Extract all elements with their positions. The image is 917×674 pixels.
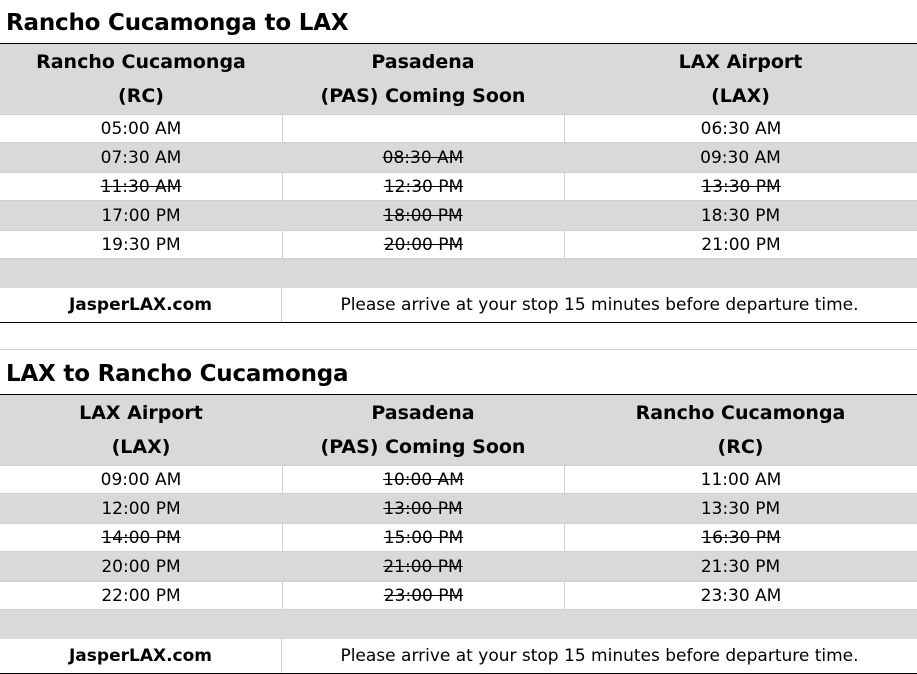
column-header-name: Pasadena <box>371 402 475 424</box>
time-cell-cancelled: 20:00 PM <box>282 231 564 258</box>
section-gap <box>0 322 917 350</box>
table-row <box>0 523 917 552</box>
column-header-name: Rancho Cucamonga <box>635 402 846 424</box>
spacer-row <box>0 610 917 639</box>
time-cell: 12:00 PM <box>101 498 181 519</box>
schedule-section-lax-to-rc <box>0 353 917 674</box>
time-cell-cancelled: 18:00 PM <box>383 205 463 226</box>
section-title: LAX to Rancho Cucamonga <box>0 353 917 395</box>
time-cell-cancelled: 11:30 AM <box>100 176 182 197</box>
time-cell-cancelled: 16:30 PM <box>564 524 917 551</box>
table-row <box>0 581 917 610</box>
section-title: Rancho Cucamonga to LAX <box>0 2 917 44</box>
time-cell-cancelled: 13:30 PM <box>564 173 917 200</box>
column-header <box>0 44 282 114</box>
table-row <box>0 494 917 523</box>
time-cell: 22:00 PM <box>101 585 181 606</box>
column-header-row <box>0 44 917 114</box>
time-cell: 07:30 AM <box>100 147 182 168</box>
column-header <box>564 395 917 465</box>
website-label: JasperLAX.com <box>0 288 282 322</box>
time-cell: 21:00 PM <box>564 231 917 258</box>
column-header-name: LAX Airport <box>678 51 803 73</box>
column-header-name: Rancho Cucamonga <box>36 51 246 73</box>
time-cell-cancelled: 10:00 AM <box>282 466 564 493</box>
column-header <box>0 395 282 465</box>
time-cell: 21:30 PM <box>700 556 781 577</box>
column-header-row <box>0 395 917 465</box>
column-header <box>564 44 917 114</box>
arrival-note: Please arrive at your stop 15 minutes before departure time. <box>340 646 859 666</box>
column-header-code: (PAS) Coming Soon <box>320 85 526 107</box>
column-header-code: (LAX) <box>111 436 171 458</box>
time-cell-cancelled: 08:30 AM <box>382 147 464 168</box>
footer-row <box>0 639 917 674</box>
column-header-code: (RC) <box>118 85 164 107</box>
website-label: JasperLAX.com <box>0 639 282 673</box>
time-cell: 18:30 PM <box>700 205 781 226</box>
table-row <box>0 552 917 581</box>
time-cell-cancelled: 14:00 PM <box>101 527 181 548</box>
time-cell: 19:30 PM <box>101 234 181 255</box>
time-cell-cancelled: 13:00 PM <box>383 498 463 519</box>
time-cell: 13:30 PM <box>700 498 781 519</box>
table-row <box>0 465 917 494</box>
table-row <box>0 114 917 143</box>
time-cell: 17:00 PM <box>101 205 181 226</box>
time-cell: 09:00 AM <box>100 469 182 490</box>
column-header-code: (LAX) <box>711 85 770 107</box>
column-header <box>282 44 564 114</box>
column-header <box>282 395 564 465</box>
footer-row <box>0 288 917 323</box>
time-cell: 20:00 PM <box>101 556 181 577</box>
time-cell: 11:00 AM <box>564 466 917 493</box>
time-cell-cancelled: 12:30 PM <box>282 173 564 200</box>
column-header-code: (PAS) Coming Soon <box>320 436 526 458</box>
time-cell-cancelled: 15:00 PM <box>282 524 564 551</box>
time-cell-cancelled: 21:00 PM <box>383 556 463 577</box>
column-header-name: Pasadena <box>371 51 475 73</box>
time-cell: 23:30 AM <box>564 582 917 609</box>
table-row <box>0 143 917 172</box>
time-cell <box>282 115 564 142</box>
column-header-name: LAX Airport <box>79 402 203 424</box>
column-header-code: (RC) <box>717 436 764 458</box>
table-row <box>0 201 917 230</box>
time-cell: 06:30 AM <box>564 115 917 142</box>
time-cell-cancelled: 23:00 PM <box>282 582 564 609</box>
time-cell: 09:30 AM <box>700 147 781 168</box>
schedule-section-rc-to-lax <box>0 2 917 323</box>
table-row <box>0 230 917 259</box>
table-row <box>0 172 917 201</box>
arrival-note: Please arrive at your stop 15 minutes before departure time. <box>340 295 859 315</box>
time-cell: 05:00 AM <box>100 118 182 139</box>
spacer-row <box>0 259 917 288</box>
